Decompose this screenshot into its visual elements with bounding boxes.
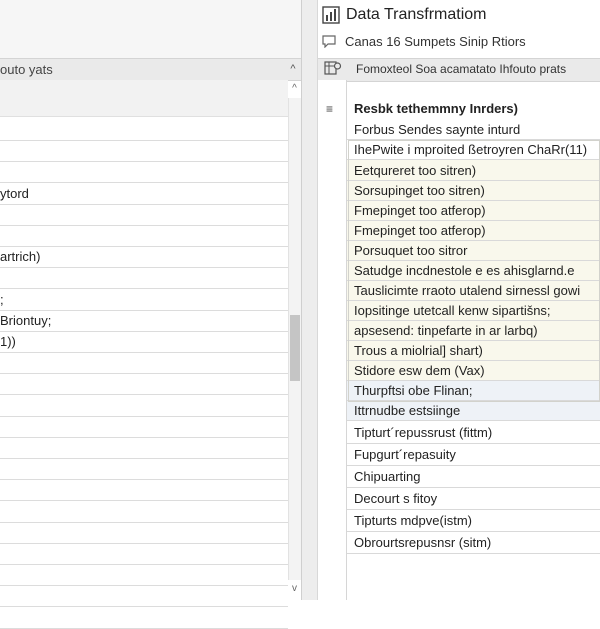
left-toolbar-area bbox=[0, 0, 301, 58]
grid-row-label: Iopsitinge utetcall kenw sipartišns; bbox=[354, 303, 551, 318]
grid-row-label: Obrourtsrepusnsr (sitm) bbox=[354, 535, 492, 550]
grid-row-label: Thurpftsi obe Flinan; bbox=[354, 383, 473, 398]
left-list-row[interactable] bbox=[0, 522, 288, 544]
grid-row-label: Fmepinget too atferop) bbox=[354, 203, 486, 218]
grid-row-label: Porsuquet too sitror bbox=[354, 243, 468, 258]
grid-row[interactable] bbox=[347, 401, 600, 421]
left-list-row[interactable]: ytord bbox=[0, 183, 288, 205]
left-list-row[interactable] bbox=[0, 585, 288, 607]
left-list-row[interactable] bbox=[0, 119, 288, 141]
left-list-row[interactable] bbox=[0, 161, 288, 183]
grid-row-label: Eetqureret too sitren) bbox=[354, 163, 477, 178]
grid-row[interactable] bbox=[347, 444, 600, 466]
chart-icon bbox=[322, 6, 340, 24]
grid-row[interactable] bbox=[347, 120, 600, 140]
grid-row-label: Tauslicimte rraoto utalend sirnessl gowi bbox=[354, 283, 581, 298]
left-list-row[interactable] bbox=[0, 458, 288, 480]
grid-row[interactable] bbox=[347, 510, 600, 532]
table-settings-icon[interactable] bbox=[324, 60, 342, 76]
left-list-row[interactable]: 1)) bbox=[0, 331, 288, 353]
left-pane-header[interactable] bbox=[0, 58, 301, 81]
left-list-row[interactable] bbox=[0, 204, 288, 226]
grid-row-label: IhePwite i mproited ßetroyren ChaRr(11) bbox=[354, 142, 588, 157]
left-list-row[interactable] bbox=[0, 140, 288, 162]
grid-row[interactable] bbox=[347, 381, 600, 401]
grid-row-label: Tipturt´repussrust (fittm) bbox=[354, 425, 493, 440]
grid-row[interactable] bbox=[347, 301, 600, 321]
page-subtitle: Canas 16 Sumpets Sinip Rtiors bbox=[345, 34, 526, 49]
grid-row-label: Forbus Sendes saynte inturd bbox=[354, 122, 521, 137]
left-list-row[interactable] bbox=[0, 225, 288, 247]
grid-row[interactable] bbox=[347, 532, 600, 554]
scroll-up-icon[interactable]: ^ bbox=[292, 83, 297, 94]
left-list-row[interactable] bbox=[0, 501, 288, 523]
grid-row[interactable] bbox=[347, 221, 600, 241]
left-list-row[interactable] bbox=[0, 479, 288, 501]
collapse-up-icon[interactable]: ^ bbox=[290, 63, 296, 75]
menu-icon[interactable]: ≡ bbox=[326, 102, 334, 116]
scroll-down-icon[interactable]: v bbox=[292, 583, 297, 594]
grid-row[interactable] bbox=[347, 341, 600, 361]
left-list-row[interactable] bbox=[0, 607, 288, 629]
left-pane-header-label: outo yats bbox=[0, 62, 53, 77]
grid-row-label: Sorsupinget too sitren) bbox=[354, 183, 485, 198]
grid-row[interactable] bbox=[347, 281, 600, 301]
grid-row[interactable] bbox=[347, 466, 600, 488]
grid-row[interactable] bbox=[347, 201, 600, 221]
left-list-row[interactable] bbox=[0, 395, 288, 417]
page-title: Data Transfrmatiom bbox=[346, 6, 487, 23]
right-pane-header-label: Fomoxteol Soa acamatato Ihfouto prats bbox=[356, 62, 567, 76]
left-list-row[interactable]: ; bbox=[0, 289, 288, 311]
grid-row[interactable] bbox=[347, 488, 600, 510]
grid-row-label: Chipuarting bbox=[354, 469, 421, 484]
grid-row[interactable] bbox=[347, 321, 600, 341]
left-list-row[interactable] bbox=[0, 373, 288, 395]
pane-splitter[interactable] bbox=[301, 0, 318, 600]
row-gutter bbox=[318, 80, 347, 600]
grid-row-label: Fmepinget too atferop) bbox=[354, 223, 486, 238]
grid-row[interactable] bbox=[347, 241, 600, 261]
left-list-row[interactable] bbox=[0, 416, 288, 438]
left-list-row[interactable]: artrich) bbox=[0, 246, 288, 268]
left-list-row[interactable] bbox=[0, 564, 288, 586]
grid-row-label: Tipturts mdpve(istm) bbox=[354, 513, 472, 528]
grid-row-label: apsesend: tinpefarte in ar larbq) bbox=[354, 323, 538, 338]
grid-row[interactable] bbox=[347, 181, 600, 201]
left-scrollbar-thumb[interactable] bbox=[290, 315, 300, 381]
grid-row[interactable] bbox=[347, 361, 600, 381]
comment-icon bbox=[322, 35, 336, 48]
grid-row-label: Trous a miolrial] shart) bbox=[354, 343, 483, 358]
grid-row-label: Decourt s fitoy bbox=[354, 491, 438, 506]
left-list-row[interactable] bbox=[0, 267, 288, 289]
grid-row-label: Ittrnudbe estsiinge bbox=[354, 403, 461, 418]
grid-row[interactable] bbox=[347, 261, 600, 281]
grid-header-label: Resbk tethemmny Inrders) bbox=[354, 101, 518, 116]
grid-row-label: Satudge incdnestole e es ahisglarnd.e bbox=[354, 263, 575, 278]
left-pane-subheader bbox=[0, 80, 288, 117]
left-list-row[interactable] bbox=[0, 437, 288, 459]
grid-row[interactable] bbox=[347, 160, 600, 181]
left-list-row[interactable]: Briontuy; bbox=[0, 310, 288, 332]
left-list-row[interactable] bbox=[0, 543, 288, 565]
grid-row-label: Fupgurt´repasuity bbox=[354, 447, 456, 462]
left-list-row[interactable] bbox=[0, 352, 288, 374]
grid-row[interactable] bbox=[347, 140, 600, 160]
grid-row-label: Stidore esw dem (Vax) bbox=[354, 363, 485, 378]
grid-row[interactable] bbox=[347, 421, 600, 444]
